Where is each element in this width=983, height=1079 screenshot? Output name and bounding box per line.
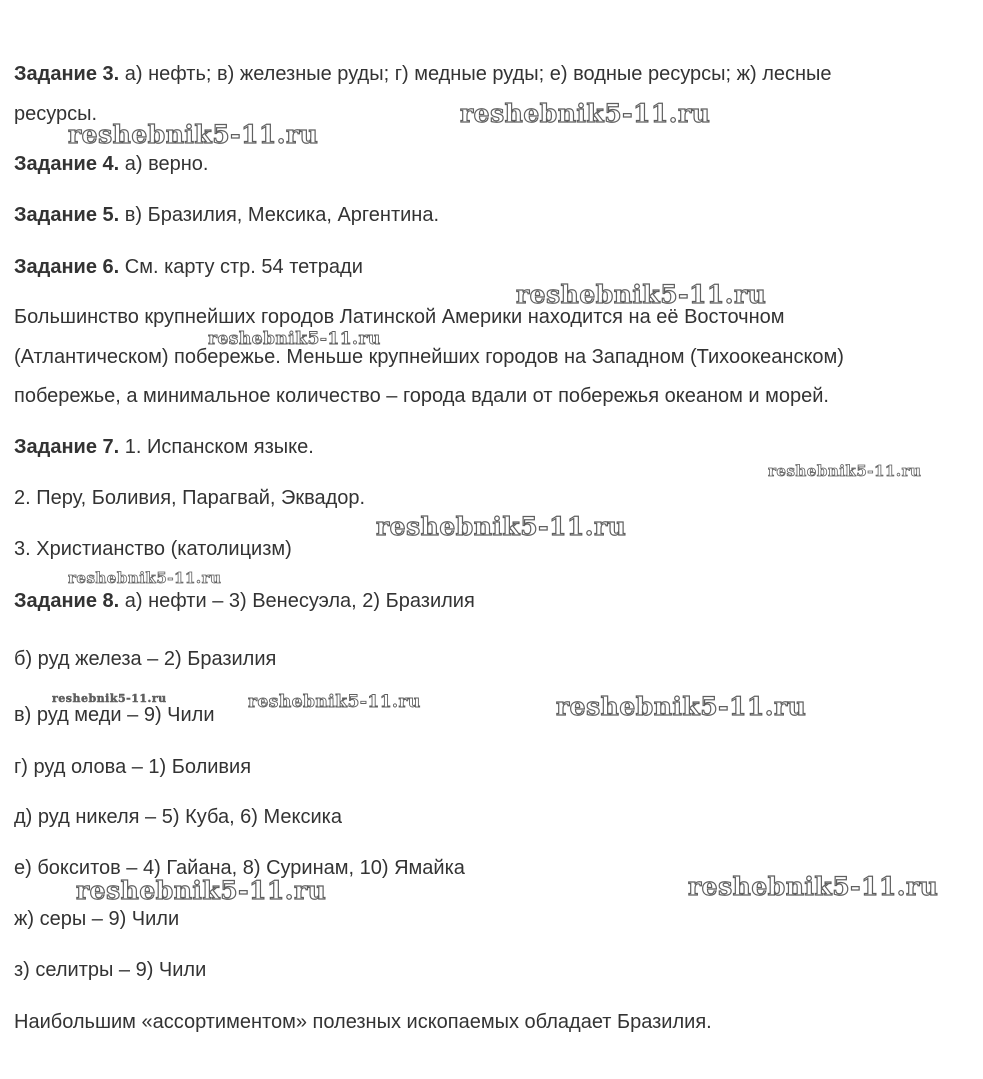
watermark: reshebnik5-11.ru bbox=[688, 872, 939, 901]
task-6-paragraph-line-2: (Атлантическом) побережье. Меньше крупнейших городов на Западном (Тихоокеанском) bbox=[14, 346, 844, 368]
task-7-line-2: 2. Перу, Боливия, Парагвай, Эквадор. bbox=[14, 487, 366, 509]
task-label: Задание 4. bbox=[14, 153, 120, 175]
watermark: reshebnik5-11.ru bbox=[76, 876, 327, 905]
watermark: reshebnik5-11.ru bbox=[208, 329, 381, 349]
watermark: reshebnik5-11.ru bbox=[376, 512, 627, 541]
task-8-line-a: Задание 8. а) нефти – 3) Венесуэла, 2) Бразилия bbox=[14, 590, 475, 612]
watermark: reshebnik5-11.ru bbox=[516, 280, 767, 309]
task-3-line-2: ресурсы. bbox=[14, 103, 98, 125]
task-label: Задание 8. bbox=[14, 590, 120, 612]
task-4-line: Задание 4. а) верно. bbox=[14, 153, 209, 175]
task-6-paragraph-line-3: побережье, а минимальное количество – города вдали от побережья океаном и морей. bbox=[14, 385, 829, 407]
watermark: reshebnik5-11.ru bbox=[556, 692, 807, 721]
task-label: Задание 3. bbox=[14, 63, 120, 85]
task-6-line: Задание 6. См. карту стр. 54 тетради bbox=[14, 256, 363, 278]
watermark: reshebnik5-11.ru bbox=[768, 462, 922, 480]
task-8-line-d: д) руд никеля – 5) Куба, 6) Мексика bbox=[14, 806, 342, 828]
task-3-line-1: Задание 3. а) нефть; в) железные руды; г) медные руды; е) водные ресурсы; ж) лесные bbox=[14, 63, 832, 85]
task-8-line-zh: ж) серы – 9) Чили bbox=[14, 908, 180, 930]
watermark: reshebnik5-11.ru bbox=[68, 120, 319, 149]
task-7-line-1: Задание 7. 1. Испанском языке. bbox=[14, 436, 314, 458]
task-label: Задание 5. bbox=[14, 204, 120, 226]
conclusion-line: Наибольшим «ассортиментом» полезных ископаемых обладает Бразилия. bbox=[14, 1011, 712, 1033]
watermark: reshebnik5-11.ru bbox=[248, 692, 421, 712]
task-7-line-3: 3. Христианство (католицизм) bbox=[14, 538, 292, 560]
task-8-line-e: е) бокситов – 4) Гайана, 8) Суринам, 10) Ямайка bbox=[14, 857, 465, 879]
watermark: reshebnik5-11.ru bbox=[460, 99, 711, 128]
task-label: Задание 6. bbox=[14, 256, 120, 278]
task-6-paragraph-line-1: Большинство крупнейших городов Латинской Америки находится на её Восточном bbox=[14, 306, 785, 328]
task-5-line: Задание 5. в) Бразилия, Мексика, Аргентина. bbox=[14, 204, 440, 226]
task-8-line-v: в) руд меди – 9) Чили bbox=[14, 704, 215, 726]
task-8-line-b: б) руд железа – 2) Бразилия bbox=[14, 648, 277, 670]
watermark: reshebnik5-11.ru bbox=[52, 692, 167, 705]
task-8-line-z: з) селитры – 9) Чили bbox=[14, 959, 207, 981]
task-label: Задание 7. bbox=[14, 436, 120, 458]
task-8-line-g: г) руд олова – 1) Боливия bbox=[14, 756, 252, 778]
watermark: reshebnik5-11.ru bbox=[68, 569, 222, 587]
